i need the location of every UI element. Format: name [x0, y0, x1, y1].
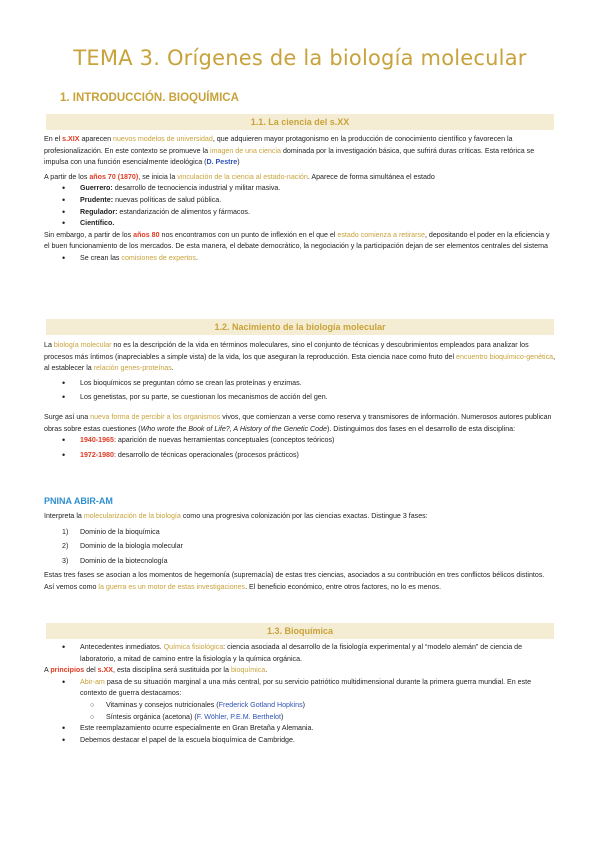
highlight: s.XIX: [62, 135, 80, 143]
subheading-nacimiento-biologia-molecular: 1.2. Nacimiento de la biología molecular: [46, 319, 554, 335]
item-text: desarrollo de tecnociencia industrial y militar masiva.: [112, 184, 281, 193]
pnina-heading: PNINA ABIR-AM: [44, 496, 113, 506]
paragraph: [44, 412, 556, 435]
list-item: [44, 195, 556, 207]
text: En el: [44, 135, 63, 143]
highlight: la guerra es un motor de estas investigaciones: [98, 582, 246, 591]
text: Síntesis orgánica (acetona) (: [106, 712, 197, 721]
highlight: encuentro bioquímico-genética: [456, 352, 554, 361]
list-item: [44, 183, 556, 195]
item-text: Dominio de la bioquímica: [80, 527, 160, 536]
highlight: biología molecular: [53, 341, 112, 349]
item-text: Dominio de la biotecnología: [80, 556, 168, 565]
subheading-bioquimica: 1.3. Bioquímica: [46, 623, 554, 639]
phase-text: : aparición de nuevas herramientas conceptuales (conceptos teóricos): [113, 436, 335, 445]
item-text: Dominio de la biología molecular: [80, 542, 183, 551]
list-item: [44, 556, 556, 568]
text: , depositando el poder en la eficiencia y el buen funcionamiento de los mercados. De esta manera, el debate democrático, la negociación y la participación dejan de ser elementos centrales del sistema: [44, 230, 550, 251]
highlight: años 70 (1870): [89, 172, 139, 181]
text: , que adquieren mayor protagonismo en la producción de conocimiento científico y favorecen la profesionalización. En este contexto se promueve la: [44, 135, 513, 155]
text: dominada por la investigación básica, que sufrirá duras críticas. Esta retórica se impulsa con una función esencialmente ideológica (: [44, 146, 535, 167]
highlight: nueva forma de percibir a los organismos: [90, 412, 221, 421]
text: nos encontramos con un punto de inflexión en el que el: [159, 230, 338, 239]
experts-list: [44, 253, 556, 265]
text: , esta disciplina será sustituida por la: [113, 666, 231, 675]
document-title: TEMA 3. Orígenes de la biología molecular: [73, 46, 527, 70]
list-item: [44, 677, 556, 700]
text: Interpreta la: [44, 512, 84, 520]
list-item: • Los genetistas, por su parte, se cuestionan los mecanismos de acción del gen.: [44, 392, 556, 404]
list-item: [44, 253, 556, 265]
list-item: [44, 527, 556, 539]
bioquimica-list: [44, 642, 556, 665]
author-name: Frederick Gotland Hopkins: [218, 700, 303, 709]
item-label: Científico.: [80, 219, 115, 228]
text: La: [44, 341, 54, 349]
highlight: bioquímica: [230, 666, 266, 675]
text: como una progresiva colonización por las ciencias exactas. Distingue 3 fases:: [180, 512, 428, 520]
phase-text: : desarrollo de técnicas operacionales (procesos prácticos): [113, 450, 299, 459]
highlight: principios: [50, 666, 85, 675]
text: Se crean las: [80, 253, 122, 262]
text: pasa de su situación marginal a una más central, por su servicio patriótico multidimensional durante la primera guerra mundial. En este contexto de guerra destacamos:: [80, 677, 532, 698]
text: .: [195, 253, 198, 262]
item-text: nuevas políticas de salud pública.: [113, 195, 222, 204]
highlight: comisiones de expertos: [121, 253, 196, 262]
list-item: [44, 207, 556, 219]
list-item: [44, 450, 556, 462]
text: .: [171, 364, 174, 373]
list-item: [44, 218, 556, 230]
text: A: [44, 666, 51, 675]
item-number: 3): [62, 556, 69, 565]
text: . El beneficio económico, entre otros factores, no lo es menos.: [245, 582, 442, 591]
item-label: Guerrero:: [80, 184, 113, 193]
highlight: nuevos modelos de universidad: [113, 135, 213, 143]
text: ). Distinguimos dos fases en el desarrollo de esta disciplina:: [326, 424, 516, 433]
item-text: estandarización de alimentos y fármacos.: [117, 207, 250, 216]
sub-list-item: [44, 700, 556, 712]
highlight: Abir-am: [80, 677, 105, 686]
list-item: [44, 642, 556, 665]
paragraph: [44, 570, 556, 593]
text: , se inicia la: [138, 172, 178, 181]
highlight: vinculación de la ciencia al estado-nación: [177, 172, 308, 181]
text: , al establecer la: [44, 352, 556, 373]
pnina-body: [44, 511, 556, 594]
author-name: D. Pestre: [206, 158, 238, 167]
section-1-3-body: [44, 642, 556, 746]
highlight: molecularización de la biología: [83, 512, 181, 520]
list-item: [44, 435, 556, 447]
paragraph: [44, 172, 556, 184]
list-item: • Debemos destacar el papel de la escuela bioquímica de Cambridge.: [44, 735, 556, 747]
item-number: 1): [62, 527, 69, 536]
phases-list: [44, 435, 556, 461]
list-item: • Este reemplazamiento ocurre especialmente en Gran Bretaña y Alemania.: [44, 723, 556, 735]
questions-list: [44, 378, 556, 404]
highlight: Química fisiológica: [163, 643, 224, 651]
highlight: años 80: [133, 230, 160, 239]
abir-am-list: [44, 677, 556, 747]
text: A partir de los: [44, 172, 90, 181]
text: Estas tres fases se asocian a los momentos de hegemonía (supremacía) de estas tres ciencias, asociados a su contribución en tres conflictos bélicos distintos. Así vemos como: [44, 571, 545, 591]
text: ): [280, 712, 284, 721]
text: Surge así una: [44, 412, 91, 421]
text: Vitaminas y consejos nutricionales (: [106, 700, 219, 709]
text: .: [265, 666, 268, 675]
item-label: Prudente:: [80, 195, 114, 204]
paragraph: [44, 134, 556, 169]
item-number: 2): [62, 542, 69, 551]
paragraph: [44, 665, 556, 677]
phase-years: 1940-1965: [80, 436, 114, 445]
section-heading-introduccion: 1. INTRODUCCIÓN. BIOQUÍMICA: [60, 92, 239, 104]
list-item: [44, 541, 556, 553]
highlight: relación genes-proteínas: [93, 364, 172, 373]
text: . Aparece de forma simultánea el estado: [307, 172, 435, 181]
text: vivos, que comienzan a verse como reserva y transmisores de información. Numerosos autores publican obras sobre estas cuestiones (: [44, 412, 552, 433]
highlight: imagen de una ciencia: [210, 146, 282, 155]
text: : ciencia asociada al desarrollo de la fisiología experimental y al “modelo alemán” de ciencia de laboratorio, a mitad de camino entre la fisiología y la química orgánica.: [80, 643, 523, 663]
text: Antecedentes inmediatos.: [80, 643, 164, 651]
section-1-1-body: [44, 134, 556, 265]
section-1-2-body: [44, 340, 556, 461]
subheading-ciencia-sxx: 1.1. La ciencia del s.XX: [46, 114, 554, 130]
paragraph: [44, 340, 556, 375]
text: Sin embargo, a partir de los: [44, 230, 134, 239]
book-titles: Who wrote the Book of Life?, A History of the Genetic Code: [140, 424, 327, 433]
paragraph: [44, 511, 556, 523]
author-name: F. Wöhler, P.E.M. Berthelot: [196, 712, 281, 721]
state-types-list: [44, 183, 556, 229]
highlight: s.XX: [97, 666, 114, 675]
list-item: • Los bioquímicos se preguntan cómo se crean las proteínas y enzimas.: [44, 378, 556, 390]
highlight: estado comienza a retirarse: [337, 230, 425, 239]
item-label: Regulador:: [80, 207, 118, 216]
phases-numbered-list: [44, 527, 556, 568]
text: ): [237, 158, 240, 167]
text: ): [302, 700, 305, 709]
text: no es la descripción de la vida en términos moleculares, sino el conjunto de técnicas y descubrimientos empleados para analizar los procesos más íntimos (inapreciables a simple vista) de la vida, los que aseguran la reproducción. Esta ciencia nace como fruto del: [44, 341, 529, 361]
phase-years: 1972-1980: [80, 450, 114, 459]
text: aparecen: [79, 135, 114, 143]
paragraph: [44, 230, 556, 253]
sub-list-item: [44, 712, 556, 724]
text: del: [84, 666, 98, 675]
